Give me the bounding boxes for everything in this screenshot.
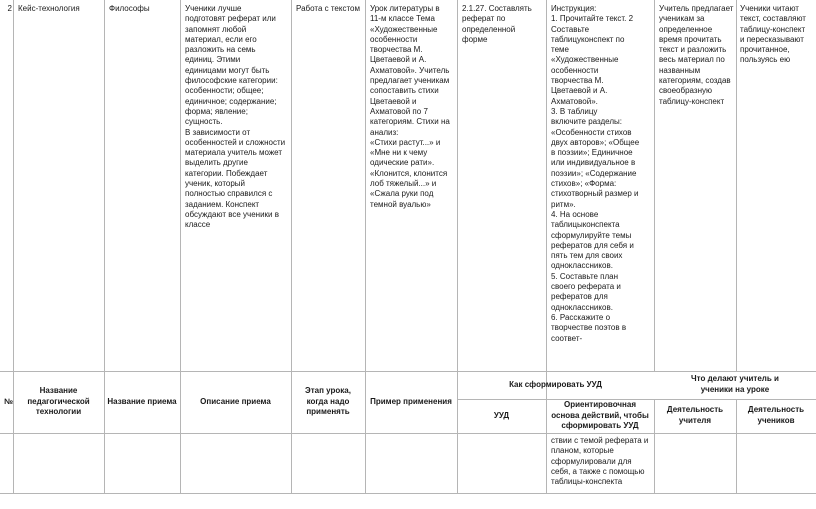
header-uud: УУД — [493, 410, 510, 420]
row-divider — [0, 493, 816, 494]
column-divider — [736, 0, 737, 371]
student-activity-cell: Ученики читают текст, составляют таблицу-конспект и пересказывают прочитанное, пользуясь ею — [740, 4, 806, 65]
row-divider — [0, 433, 816, 434]
technology-cell: Кейс-технология — [18, 4, 80, 13]
method-cell: Философы — [109, 4, 150, 13]
header-example: Пример применения — [370, 396, 452, 406]
method-description-cell: Ученики лучше подготовят реферат или запомнят любой материал, если его разложить на семь единиц. Этими единицами могут быть философские категории: особенности; общее; единичное; содержание; форма; явление; сущность. В зависимости от особенностей и сложности материала учитель может выделить другие категории. Побеждает ученик, который полностью справился с заданием. Конспект обсуждают все ученики в классе — [185, 4, 286, 230]
header-stage: Этап урока, когда надо применять — [305, 386, 351, 417]
column-divider — [654, 0, 655, 371]
header-number: № — [4, 396, 13, 406]
example-cell: Урок литературы в 11-м классе Тема «Художественные особенности творчества М. Цветаевой и А. Ахматовой». Учитель предлагает ученикам сопоставить стихи Цветаевой и Ахматовой по 7 категориям. Стихи на анализ: «Стихи растут...» и «Мне ни к чему одические рати». «Клонится, клонится лоб тяжелый...» и «Сжала руки под темной вуалью» — [370, 4, 450, 209]
header-teacher-activity: Деятельность учителя — [666, 405, 724, 425]
header-how-to-form-uud: Как сформировать УУД — [509, 379, 602, 389]
lesson-stage-cell: Работа с текстом — [296, 4, 360, 13]
header-orientation-basis: Ориентировочная основа действий, чтобы сформировать УУД — [551, 400, 649, 431]
header-method: Название приема — [107, 396, 177, 406]
header-technology: Название педагогической технологии — [27, 386, 90, 417]
uud-cell: 2.1.27. Составлять реферат по определенной форме — [462, 4, 532, 44]
instructions-continuation-cell: ствии с темой реферата и планом, которые сформулировали для себя, а также с помощью таблицы-конспекта — [551, 436, 649, 487]
header-description: Описание приема — [200, 396, 271, 406]
header-student-activity: Деятельность учеников — [747, 405, 805, 425]
row-number-cell: 2 — [7, 4, 12, 13]
header-what-they-do: Что делают учитель и ученики на уроке — [691, 374, 779, 394]
teacher-activity-cell: Учитель предлагает ученикам за определенное время прочитать текст и разложить весь материал по названным категориям, создав своеобразную таблицу-конспект — [659, 4, 734, 106]
instructions-cell: Инструкция: 1. Прочитайте текст. 2 Составьте таблицуконспект по теме «Художественные особенности творчества М. Цветаевой и А. Ахматовой». 3. В таблицу включите разделы: «Особенности стихов двух авторов»; «Общее в поэзии»; Единичное или индивидуальное в поэзии»; «Содержание стихов»; «Форма: стихотворный размер и ритм». 4. На основе таблицыконспекта сформулируйте темы рефератов для себя и пять тем для своих одноклассников. 5. Составьте план своего реферата и рефератов для одноклассников. 6. Расскажите о творчестве поэтов в соответ- — [551, 4, 640, 343]
